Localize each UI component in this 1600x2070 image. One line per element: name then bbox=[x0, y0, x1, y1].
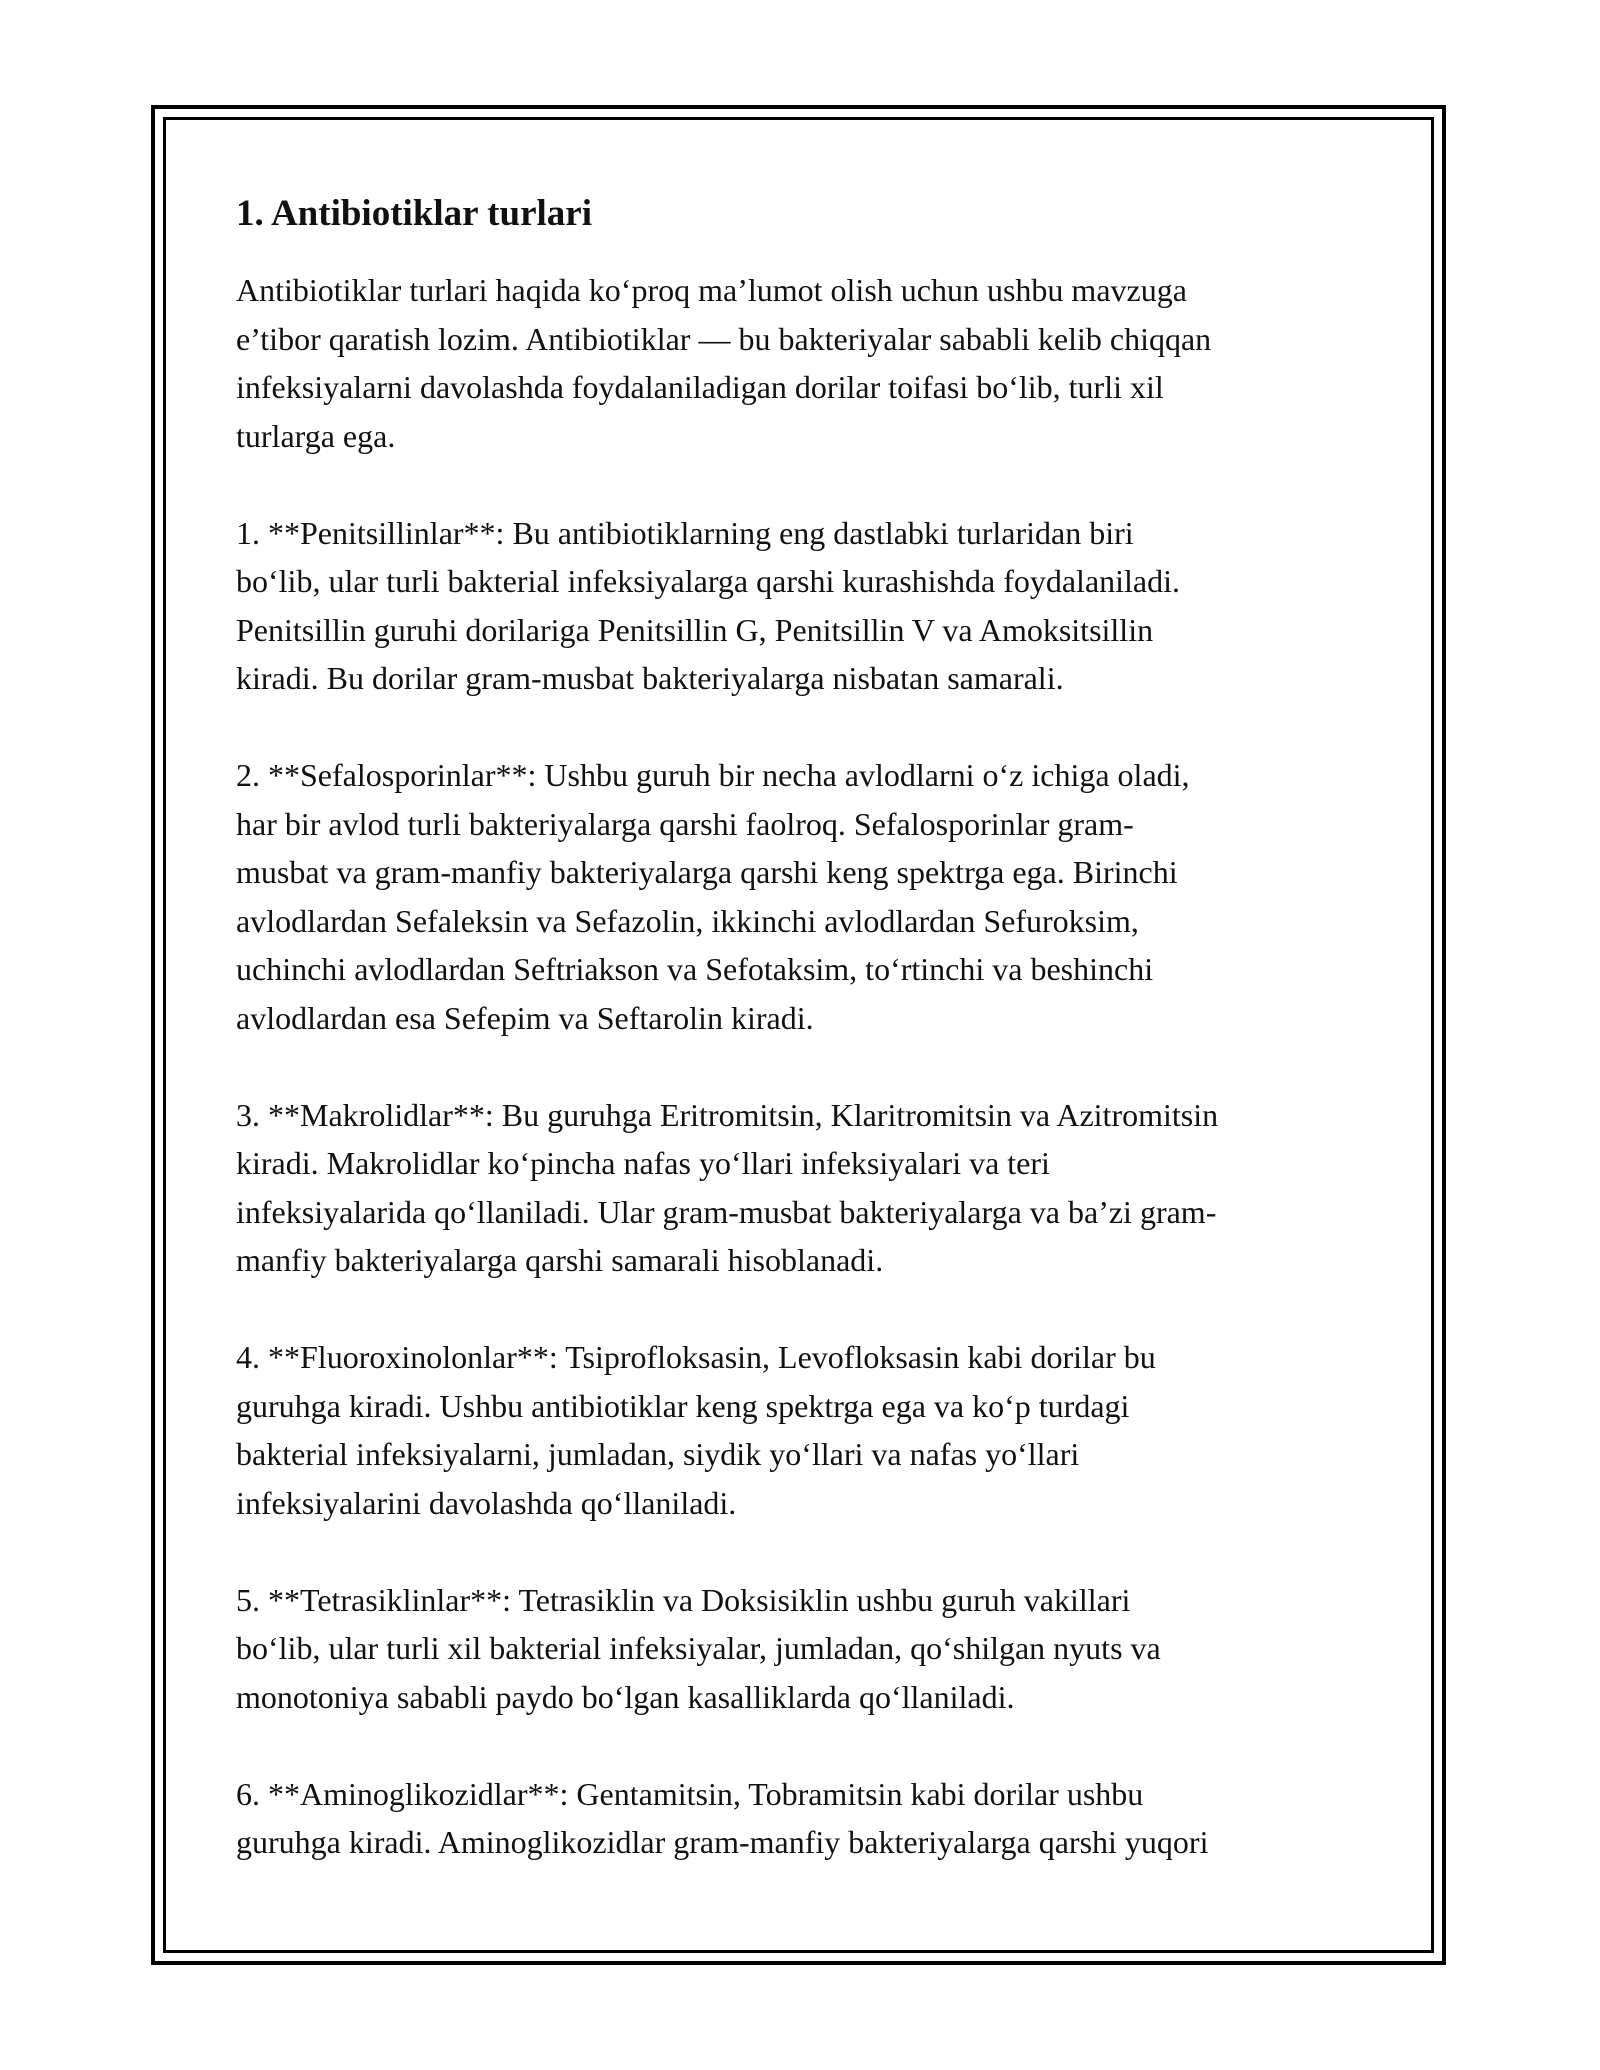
section-heading: 1. Antibiotiklar turlari bbox=[236, 193, 592, 234]
sefalosporinlar-paragraph: 2. **Sefalosporinlar**: Ushbu guruh bir necha avlodlarni o‘z ichiga oladi, har bir avlod turli bakteriyalarga qarshi faolroq. Sefalosporinlar gram- musbat va gram-manfiy bakteriyalarga qarshi keng spektrga ega. Birinchi avlodlardan Sefaleksin va Sefazolin, ikkinchi avlodlardan Sefuroksim, uchinchi avlodlardan Seftriakson va Sefotaksim, to‘rtinchi va beshinchi avlodlardan esa Sefepim va Seftarolin kiradi. bbox=[236, 757, 1190, 1036]
intro-paragraph: Antibiotiklar turlari haqida ko‘proq ma’lumot olish uchun ushbu mavzuga e’tibor qaratish lozim. Antibiotiklar — bu bakteriyalar sababli kelib chiqqan infeksiyalarni davolashda foydalaniladigan dorilar toifasi bo‘lib, turli xil turlarga ega. bbox=[236, 272, 1212, 454]
makrolidlar-paragraph: 3. **Makrolidlar**: Bu guruhga Eritromitsin, Klaritromitsin va Azitromitsin kiradi. Makrolidlar ko‘pincha nafas yo‘llari infeksiyalari va teri infeksiyalarida qo‘llaniladi. Ular gram-musbat bakteriyalarga va ba’zi gram- manfiy bakteriyalarga qarshi samarali hisoblanadi. bbox=[236, 1096, 1219, 1278]
aminoglikozidlar-paragraph: 6. **Aminoglikozidlar**: Gentamitsin, Tobramitsin kabi dorilar ushbu guruhga kiradi. Aminoglikozidlar gram-manfiy bakteriyalarga qarshi yuqori bbox=[236, 1775, 1209, 1860]
fluoroxinolonlar-paragraph: 4. **Fluoroxinolonlar**: Tsiprofloksasin, Levofloksasin kabi dorilar bu guruhga kiradi. Ushbu antibiotiklar keng spektrga ega va ko‘p turdagi bakterial infeksiyalarni, jumladan, siydik yo‘llari va nafas yo‘llari infeksiyalarini davolashda qo‘llaniladi. bbox=[236, 1339, 1156, 1521]
penitsillinlar-paragraph: 1. **Penitsillinlar**: Bu antibiotiklarning eng dastlabki turlaridan biri bo‘lib, ular turli bakterial infeksiyalarga qarshi kurashishda foydalaniladi. Penitsillin guruhi dorilariga Penitsillin G, Penitsillin V va Amoksitsillin kiradi. Bu dorilar gram-musbat bakteriyalarga nisbatan samarali. bbox=[236, 514, 1181, 696]
tetrasiklinlar-paragraph: 5. **Tetrasiklinlar**: Tetrasiklin va Doksisiklin ushbu guruh vakillari bo‘lib, ular turli xil bakterial infeksiyalar, jumladan, qo‘shilgan nyuts va monotoniya sababli paydo bo‘lgan kasalliklarda qo‘llaniladi. bbox=[236, 1581, 1161, 1715]
document-body bbox=[236, 190, 1376, 1915]
